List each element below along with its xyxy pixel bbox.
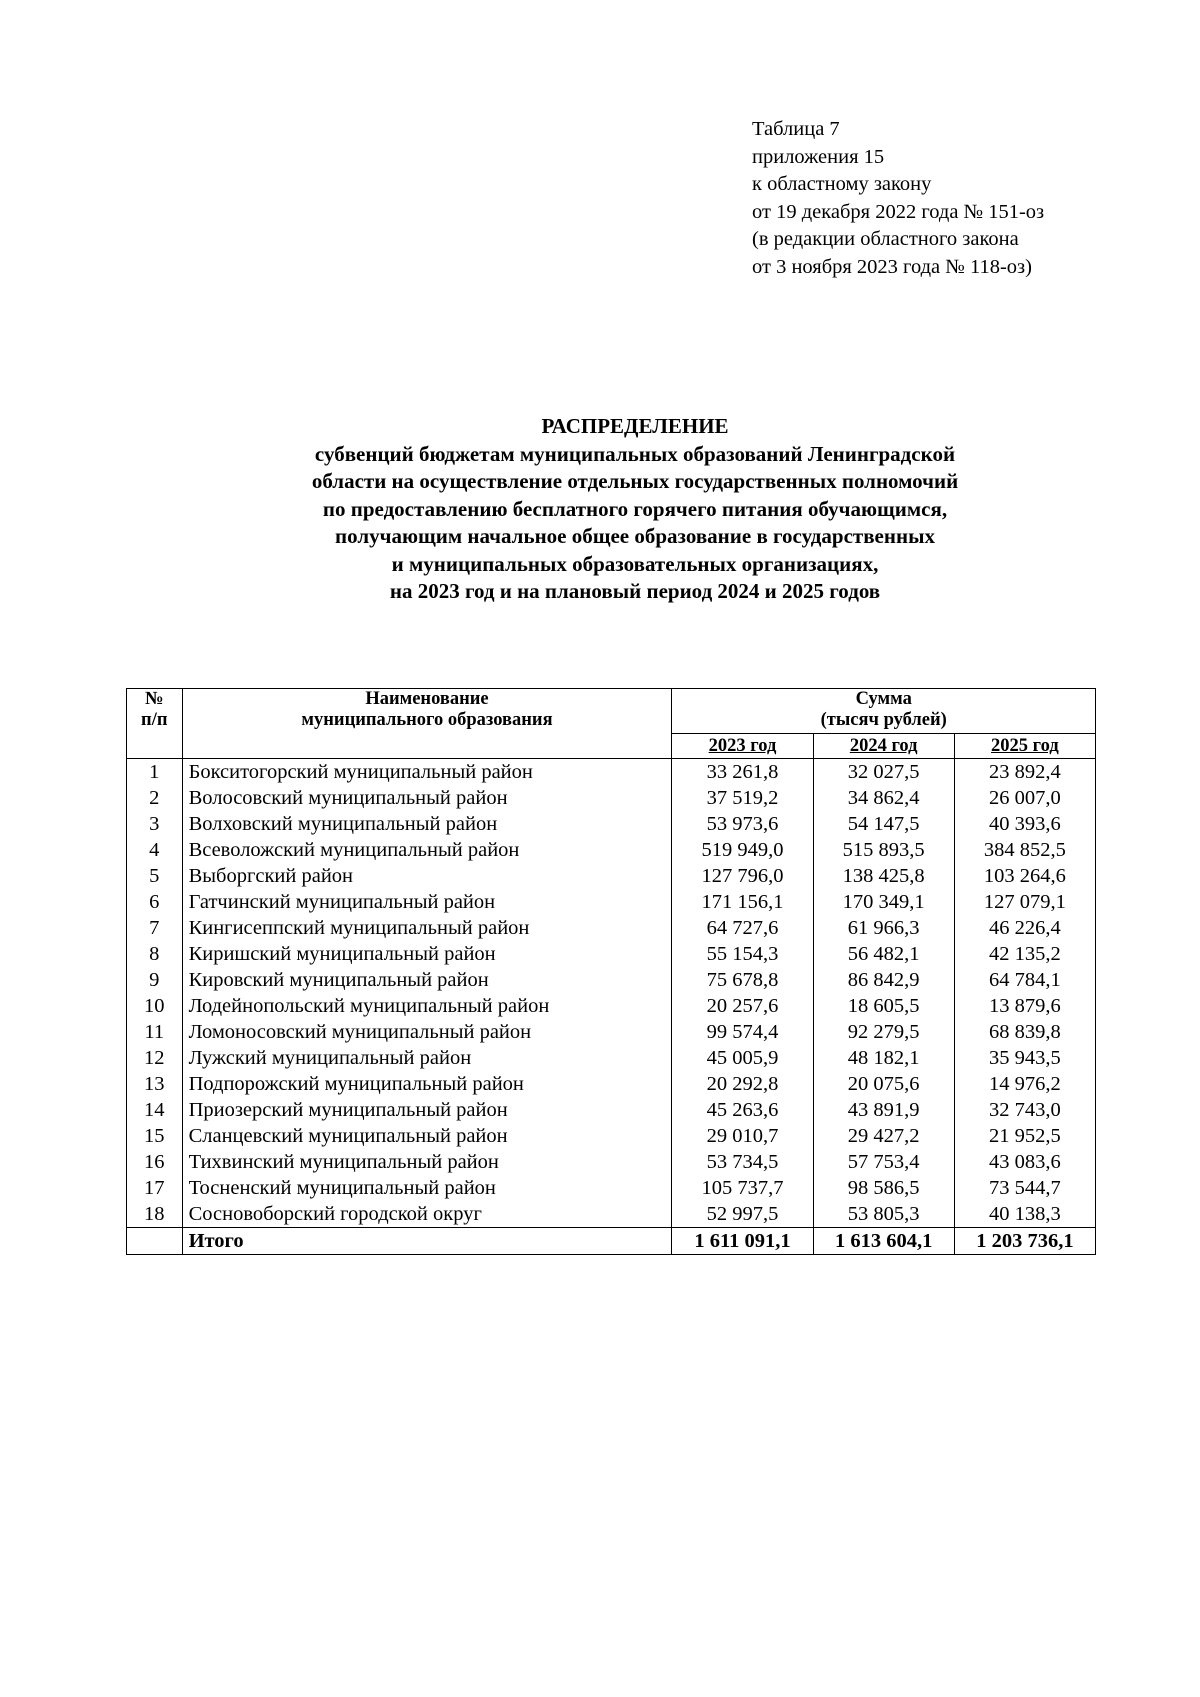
row-value-2024: 29 427,2 <box>813 1123 954 1149</box>
row-number: 17 <box>127 1175 183 1201</box>
row-value-2024: 53 805,3 <box>813 1201 954 1228</box>
row-value-2023: 33 261,8 <box>672 759 813 786</box>
row-value-2023: 20 292,8 <box>672 1071 813 1097</box>
row-value-2023: 75 678,8 <box>672 967 813 993</box>
table-row <box>127 1097 1096 1123</box>
row-value-2025: 32 743,0 <box>954 1097 1095 1123</box>
row-value-2024: 20 075,6 <box>813 1071 954 1097</box>
row-number: 9 <box>127 967 183 993</box>
row-value-2024: 515 893,5 <box>813 837 954 863</box>
table-body <box>127 759 1096 1228</box>
header-sum-line2: (тысяч рублей) <box>820 710 947 730</box>
table-row <box>127 1019 1096 1045</box>
table-row <box>127 785 1096 811</box>
title-line: области на осуществление отдельных государственных полномочий <box>311 469 959 493</box>
row-value-2025: 35 943,5 <box>954 1045 1095 1071</box>
header-name <box>182 689 672 759</box>
row-value-2023: 20 257,6 <box>672 993 813 1019</box>
header-number <box>127 689 183 759</box>
row-number: 10 <box>127 993 183 1019</box>
row-number: 18 <box>127 1201 183 1228</box>
total-2025: 1 203 736,1 <box>954 1228 1095 1255</box>
row-name: Выборгский район <box>182 863 672 889</box>
row-name: Приозерский муниципальный район <box>182 1097 672 1123</box>
total-2024: 1 613 604,1 <box>813 1228 954 1255</box>
row-name: Ломоносовский муниципальный район <box>182 1019 672 1045</box>
row-value-2024: 57 753,4 <box>813 1149 954 1175</box>
row-value-2023: 45 263,6 <box>672 1097 813 1123</box>
header-number-line1: № <box>144 689 164 709</box>
row-value-2023: 53 734,5 <box>672 1149 813 1175</box>
appendix-note-line: от 19 декабря 2022 года № 151-оз <box>752 200 1045 223</box>
appendix-note <box>752 116 1044 281</box>
row-value-2025: 43 083,6 <box>954 1149 1095 1175</box>
row-value-2025: 68 839,8 <box>954 1019 1095 1045</box>
title-line: по предоставлению бесплатного горячего питания обучающимся, <box>322 496 948 521</box>
header-sum-line1: Сумма <box>855 689 912 709</box>
row-value-2023: 45 005,9 <box>672 1045 813 1071</box>
row-number: 1 <box>127 759 183 786</box>
table-row <box>127 889 1096 915</box>
row-value-2025: 40 393,6 <box>954 811 1095 837</box>
table-row <box>127 837 1096 863</box>
table-row <box>127 1201 1096 1228</box>
row-value-2023: 127 796,0 <box>672 863 813 889</box>
row-value-2023: 37 519,2 <box>672 785 813 811</box>
appendix-note-line: от 3 ноября 2023 года № 118-оз) <box>752 255 1032 278</box>
row-value-2025: 103 264,6 <box>954 863 1095 889</box>
row-value-2024: 61 966,3 <box>813 915 954 941</box>
title-line: получающим начальное общее образование в государственных <box>335 524 935 548</box>
table-row <box>127 1149 1096 1175</box>
row-name: Кировский муниципальный район <box>182 967 672 993</box>
row-value-2025: 73 544,7 <box>954 1175 1095 1201</box>
row-value-2023: 64 727,6 <box>672 915 813 941</box>
row-value-2025: 64 784,1 <box>954 967 1095 993</box>
table-row <box>127 1045 1096 1071</box>
row-number: 14 <box>127 1097 183 1123</box>
total-label: Итого <box>182 1228 672 1255</box>
row-value-2025: 127 079,1 <box>954 889 1095 915</box>
row-value-2023: 519 949,0 <box>672 837 813 863</box>
table-row <box>127 1071 1096 1097</box>
row-name: Тосненский муниципальный район <box>182 1175 672 1201</box>
table-row <box>127 811 1096 837</box>
row-name: Бокситогорский муниципальный район <box>182 759 672 786</box>
row-number: 16 <box>127 1149 183 1175</box>
appendix-note-line: к областному закону <box>752 173 932 195</box>
row-number: 15 <box>127 1123 183 1149</box>
title-line: субвенций бюджетам муниципальных образований Ленинградской <box>314 441 956 466</box>
title-line: и муниципальных образовательных организациях, <box>391 551 879 576</box>
row-value-2024: 56 482,1 <box>813 941 954 967</box>
title-heading: РАСПРЕДЕЛЕНИЕ <box>541 414 729 438</box>
row-name: Подпорожский муниципальный район <box>182 1071 672 1097</box>
table-row <box>127 1123 1096 1149</box>
row-name: Сланцевский муниципальный район <box>182 1123 672 1149</box>
row-number: 2 <box>127 785 183 811</box>
header-year-2025: 2025 год <box>954 734 1095 759</box>
title-line: на 2023 год и на плановый период 2024 и 2025 годов <box>389 579 881 603</box>
row-value-2023: 55 154,3 <box>672 941 813 967</box>
row-value-2024: 32 027,5 <box>813 759 954 786</box>
row-value-2025: 46 226,4 <box>954 915 1095 941</box>
header-year-2024: 2024 год <box>813 734 954 759</box>
appendix-note-line: (в редакции областного закона <box>752 228 1019 250</box>
row-value-2024: 92 279,5 <box>813 1019 954 1045</box>
row-value-2024: 98 586,5 <box>813 1175 954 1201</box>
row-number: 8 <box>127 941 183 967</box>
document-title <box>130 413 1140 606</box>
row-name: Волосовский муниципальный район <box>182 785 672 811</box>
row-value-2025: 13 879,6 <box>954 993 1095 1019</box>
row-number: 4 <box>127 837 183 863</box>
row-name: Волховский муниципальный район <box>182 811 672 837</box>
row-value-2023: 52 997,5 <box>672 1201 813 1228</box>
row-name: Кингисеппский муниципальный район <box>182 915 672 941</box>
row-number: 7 <box>127 915 183 941</box>
table-row <box>127 759 1096 786</box>
row-value-2025: 384 852,5 <box>954 837 1095 863</box>
row-name: Сосновоборский городской округ <box>182 1201 672 1228</box>
header-number-line2: п/п <box>141 710 168 730</box>
row-value-2024: 86 842,9 <box>813 967 954 993</box>
row-value-2023: 99 574,4 <box>672 1019 813 1045</box>
header-year-2023: 2023 год <box>672 734 813 759</box>
distribution-table <box>126 688 1096 1255</box>
row-value-2024: 138 425,8 <box>813 863 954 889</box>
table-row <box>127 915 1096 941</box>
row-value-2023: 53 973,6 <box>672 811 813 837</box>
total-row <box>127 1228 1096 1255</box>
row-name: Гатчинский муниципальный район <box>182 889 672 915</box>
row-value-2025: 14 976,2 <box>954 1071 1095 1097</box>
header-name-line1: Наименование <box>365 689 489 709</box>
row-value-2023: 171 156,1 <box>672 889 813 915</box>
row-name: Лодейнопольский муниципальный район <box>182 993 672 1019</box>
table-header <box>127 689 1096 759</box>
table-row <box>127 967 1096 993</box>
row-value-2024: 48 182,1 <box>813 1045 954 1071</box>
table-row <box>127 863 1096 889</box>
row-name: Тихвинский муниципальный район <box>182 1149 672 1175</box>
row-name: Киришский муниципальный район <box>182 941 672 967</box>
row-value-2024: 18 605,5 <box>813 993 954 1019</box>
row-value-2025: 23 892,4 <box>954 759 1095 786</box>
table-header-row <box>127 689 1096 734</box>
row-name: Всеволожский муниципальный район <box>182 837 672 863</box>
table-row <box>127 1175 1096 1201</box>
row-value-2025: 40 138,3 <box>954 1201 1095 1228</box>
row-value-2025: 21 952,5 <box>954 1123 1095 1149</box>
row-value-2023: 105 737,7 <box>672 1175 813 1201</box>
appendix-note-line: приложения 15 <box>752 145 885 168</box>
table-row <box>127 941 1096 967</box>
row-value-2024: 43 891,9 <box>813 1097 954 1123</box>
row-number: 11 <box>127 1019 183 1045</box>
row-value-2025: 42 135,2 <box>954 941 1095 967</box>
header-sum <box>672 689 1096 734</box>
total-number-cell <box>127 1228 183 1255</box>
row-number: 12 <box>127 1045 183 1071</box>
row-number: 5 <box>127 863 183 889</box>
row-number: 13 <box>127 1071 183 1097</box>
row-value-2023: 29 010,7 <box>672 1123 813 1149</box>
appendix-note-line: Таблица 7 <box>752 118 840 140</box>
row-value-2024: 170 349,1 <box>813 889 954 915</box>
table-row <box>127 993 1096 1019</box>
header-name-line2: муниципального образования <box>301 710 553 730</box>
row-value-2024: 34 862,4 <box>813 785 954 811</box>
row-name: Лужский муниципальный район <box>182 1045 672 1071</box>
row-number: 6 <box>127 889 183 915</box>
row-value-2024: 54 147,5 <box>813 811 954 837</box>
row-number: 3 <box>127 811 183 837</box>
table-footer <box>127 1228 1096 1255</box>
total-2023: 1 611 091,1 <box>672 1228 813 1255</box>
row-value-2025: 26 007,0 <box>954 785 1095 811</box>
